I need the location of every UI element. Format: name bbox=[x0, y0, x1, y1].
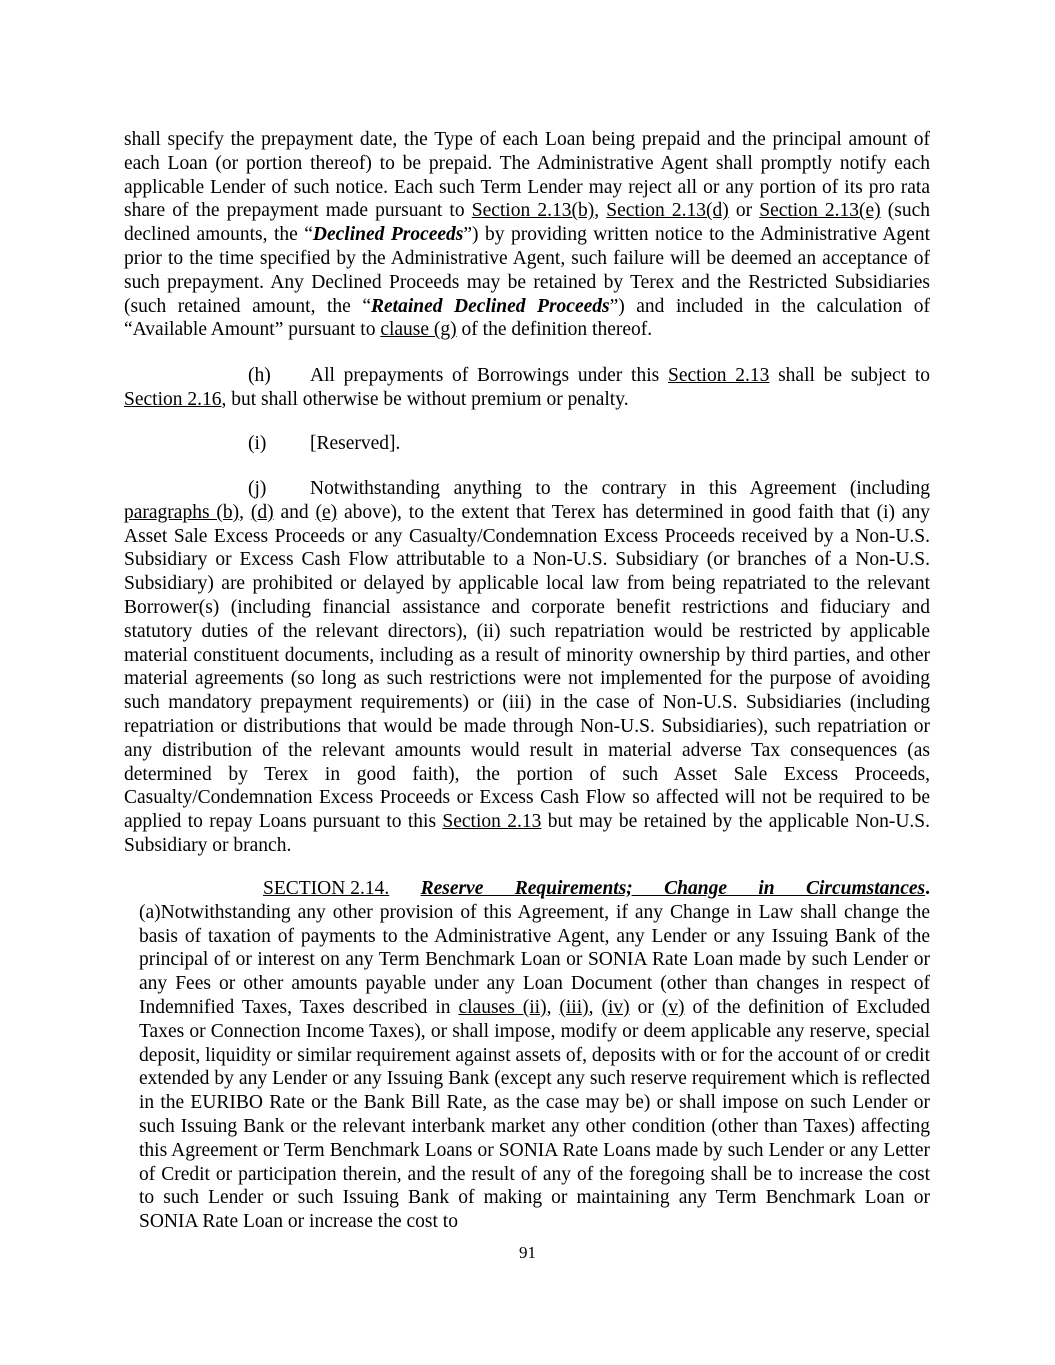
cross-reference-paragraph-b: paragraphs (b) bbox=[124, 501, 240, 523]
text-run: but may be retained by the applicable Non-U.S. Subsidiary or branch. bbox=[124, 811, 930, 856]
text-run: of the definition thereof. bbox=[456, 319, 653, 341]
paragraph-j bbox=[124, 477, 930, 858]
text-run: or bbox=[629, 996, 662, 1018]
paragraph-i bbox=[124, 432, 930, 456]
cross-reference-section-2-13-e: Section 2.13(e) bbox=[759, 200, 881, 222]
text-run: Notwithstanding anything to the contrary in this Agreement (including bbox=[310, 478, 930, 499]
cross-reference-section-2-13: Section 2.13 bbox=[442, 811, 542, 833]
cross-reference-clause-v: (v) bbox=[661, 996, 685, 1018]
text-run: , but shall otherwise be without premium or penalty. bbox=[221, 388, 629, 410]
cross-reference-paragraph-d: (d) bbox=[250, 501, 274, 523]
text-run: (such declined amounts, the “ bbox=[124, 200, 930, 246]
cross-reference-clause-g: clause (g) bbox=[380, 319, 457, 341]
text-run: ”) and included in the calculation of “Available Amount” pursuant to bbox=[124, 295, 930, 341]
paragraph-h bbox=[124, 364, 930, 412]
text-run: shall be subject to bbox=[769, 365, 930, 386]
defined-term-declined-proceeds: Declined Proceeds bbox=[312, 224, 464, 246]
cross-reference-clause-iv: (iv) bbox=[601, 996, 630, 1018]
cross-reference-paragraph-e: (e) bbox=[315, 501, 338, 523]
section-title: Reserve Requirements; Change in Circumstances bbox=[420, 878, 926, 899]
paragraph-marker: (i) bbox=[248, 433, 267, 454]
paragraph-marker: (h) bbox=[248, 365, 271, 386]
text-run: of the definition of Excluded Taxes or Connection Income Taxes), or shall impose, modify or deem applicable any reserve, special deposit, liquidity or similar requirement against assets of, deposits with or for the account of or credit extended by any Lender or any Issuing Bank (except any such reserve requirement which is reflected in the EURIBO Rate or the Bank Bill Rate, as the case may be) or shall impose on such Lender or such Issuing Bank or the relevant interbank market any other condition (other than Taxes) affecting this Agreement or Term Benchmark Loans or SONIA Rate Loans made by such Lender or any Letter of Credit or participation therein, and the result of any of the foregoing shall be to increase the cost to such Lender or such Issuing Bank of making or maintaining any Term Benchmark Loan or SONIA Rate Loan or increase the cost to bbox=[139, 996, 931, 1233]
section-title-period: . bbox=[925, 878, 930, 899]
section-2-14 bbox=[139, 877, 930, 1234]
text-run: , bbox=[546, 996, 560, 1018]
section-number: SECTION 2.14. bbox=[263, 878, 390, 899]
page-number: 91 bbox=[519, 1243, 536, 1262]
text-run: or bbox=[728, 200, 760, 222]
paragraph-marker: (j) bbox=[248, 478, 267, 499]
cross-reference-section-2-16: Section 2.16 bbox=[124, 388, 222, 410]
text-run: All prepayments of Borrowings under this bbox=[310, 365, 668, 386]
cross-reference-section-2-13-d: Section 2.13(d) bbox=[606, 200, 729, 222]
cross-reference-clause-iii: (iii) bbox=[559, 996, 589, 1018]
text-run: (a)Notwithstanding any other provision of this Agreement, if any Change in Law shall change the basis of taxation of payments to the Administrative Agent, any Lender or any Issuing Bank of the principal of or interest on any Term Benchmark Loan or SONIA Rate Loan made by such Lender or any Fees or other amounts payable under any Loan Document (other than changes in respect of Indemnified Taxes, Taxes described in bbox=[139, 901, 930, 1018]
text-run: [Reserved]. bbox=[310, 433, 401, 454]
cross-reference-clause-ii: clauses (ii) bbox=[458, 996, 547, 1018]
defined-term-retained-declined-proceeds: Retained Declined Proceeds bbox=[371, 295, 610, 317]
text-run: , bbox=[239, 501, 251, 523]
text-run: , bbox=[594, 200, 607, 222]
text-run: ”) by providing written notice to the Administrative Agent prior to the time specified by the Administrative Agent, such failure will be deemed an acceptance of such prepayment. Any Declined Proceeds may be retained by Terex and the Restricted Subsidiaries (such retained amount, the “ bbox=[124, 224, 930, 317]
cross-reference-section-2-13-b: Section 2.13(b) bbox=[471, 200, 595, 222]
section-heading bbox=[139, 877, 930, 901]
text-run: , bbox=[588, 996, 602, 1018]
text-run: above), to the extent that Terex has determined in good faith that (i) any Asset Sale Excess Proceeds or any Casualty/Condemnation Excess Proceeds received by a Non-U.S. Subsidiary or Excess Cash Flow attributable to a Non-U.S. Subsidiary (or branches of a Non-U.S. Subsidiary) are prohibited or delayed by applicable local law from being repatriated to the relevant Borrower(s) (including financial assistance and corporate benefit restrictions and fiduciary and statutory duties of the relevant directors), (ii) such repatriation would be restricted by applicable material constituent documents, including as a result of minority ownership by third parties, and other material agreements (so long as such restrictions were not implemented for the purpose of avoiding such mandatory prepayment requirements) or (iii) in the case of Non-U.S. Subsidiaries (including repatriation or distributions that would be made through Non-U.S. Subsidiaries), such repatriation or any distribution of the relevant amounts would result in material adverse Tax consequences (as determined by Terex in good faith), the portion of such Asset Sale Excess Proceeds, Casualty/Condemnation Excess Proceeds or Excess Cash Flow so affected will not be required to be applied to repay Loans pursuant to this bbox=[124, 501, 931, 833]
text-run: and bbox=[273, 501, 316, 523]
text-run: shall specify the prepayment date, the Type of each Loan being prepaid and the principal amount of each Loan (or portion thereof) to be prepaid. The Administrative Agent shall promptly notify each applicable Lender of such notice. Each such Term Lender may reject all or any portion of its pro rata share of the prepayment made pursuant to bbox=[124, 129, 930, 222]
cross-reference-section-2-13: Section 2.13 bbox=[667, 365, 770, 386]
paragraph-g-continuation bbox=[124, 128, 930, 342]
